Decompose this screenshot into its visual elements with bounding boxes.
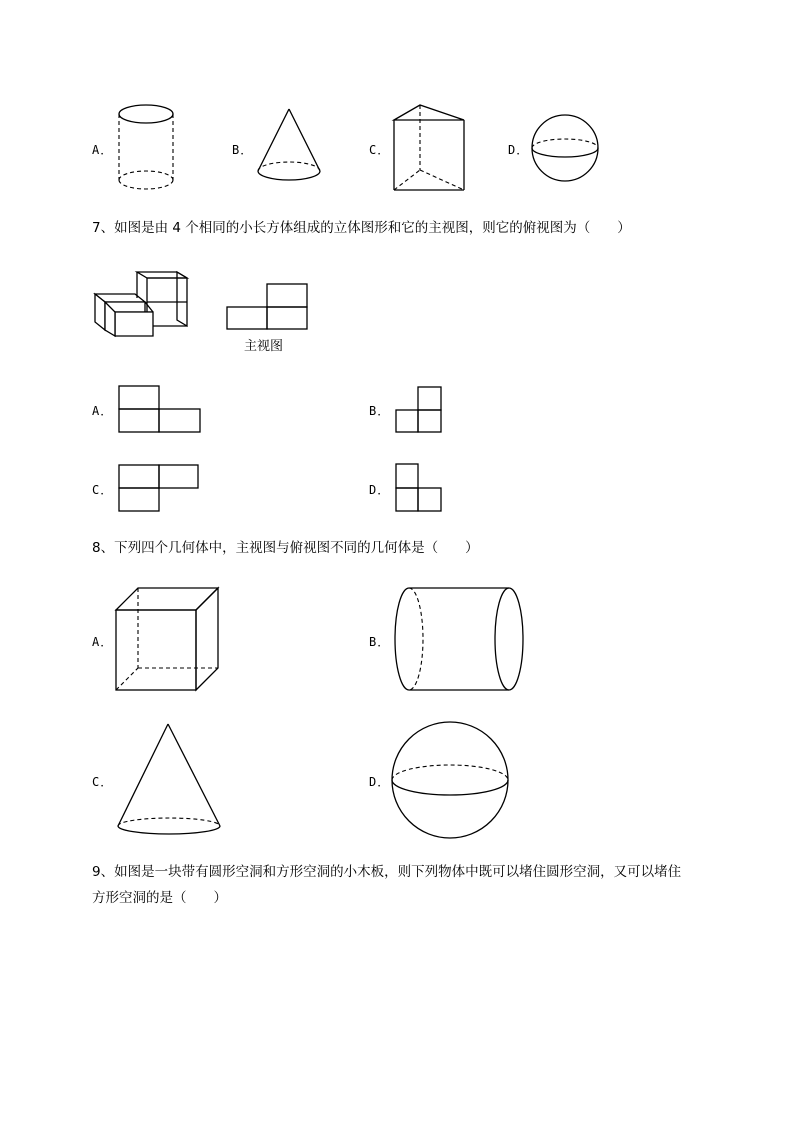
cone-icon	[114, 722, 226, 840]
horizontal-cylinder-icon	[393, 586, 529, 696]
q8-option-a-label: A．	[92, 635, 114, 649]
q7-option-d-label: D．	[369, 483, 391, 497]
question-9-text-line2: 方形空洞的是（ ）	[92, 890, 227, 906]
q7-option-c-figure	[118, 464, 204, 514]
triangular-prism-icon	[390, 100, 470, 195]
q6-option-d-label: D．	[508, 143, 530, 157]
q8-option-c-label: C．	[92, 775, 114, 789]
question-9-text-line1: 9、如图是一块带有圆形空洞和方形空洞的小木板，则下列物体中既可以堵住圆形空洞，又可以堵住	[92, 864, 682, 880]
q8-option-b-label: B．	[369, 635, 391, 649]
front-view-caption: 主视图	[244, 339, 284, 354]
q6-option-a-label: A．	[92, 143, 114, 157]
cube-icon	[114, 586, 224, 696]
sphere-icon	[390, 722, 514, 842]
cone-icon	[252, 106, 327, 186]
question-8-text: 8、下列四个几何体中，主视图与俯视图不同的几何体是（ ）	[92, 540, 479, 556]
q6-option-b-label: B．	[232, 143, 254, 157]
q6-option-c-label: C．	[369, 143, 391, 157]
q7-option-b-label: B．	[369, 404, 391, 418]
q7-option-a-label: A．	[92, 404, 114, 418]
cylinder-icon	[112, 100, 182, 195]
sphere-icon	[530, 113, 605, 185]
q7-option-c-label: C．	[92, 483, 114, 497]
q7-option-a-figure	[118, 385, 204, 435]
block-solid-figure	[93, 268, 193, 340]
q8-option-d-label: D．	[369, 775, 391, 789]
question-7-text: 7、如图是由 4 个相同的小长方体组成的立体图形和它的主视图，则它的俯视图为（ ）	[92, 220, 631, 236]
q7-option-b-figure	[395, 386, 445, 436]
front-view-figure	[226, 283, 310, 333]
q7-option-d-figure	[395, 463, 445, 515]
